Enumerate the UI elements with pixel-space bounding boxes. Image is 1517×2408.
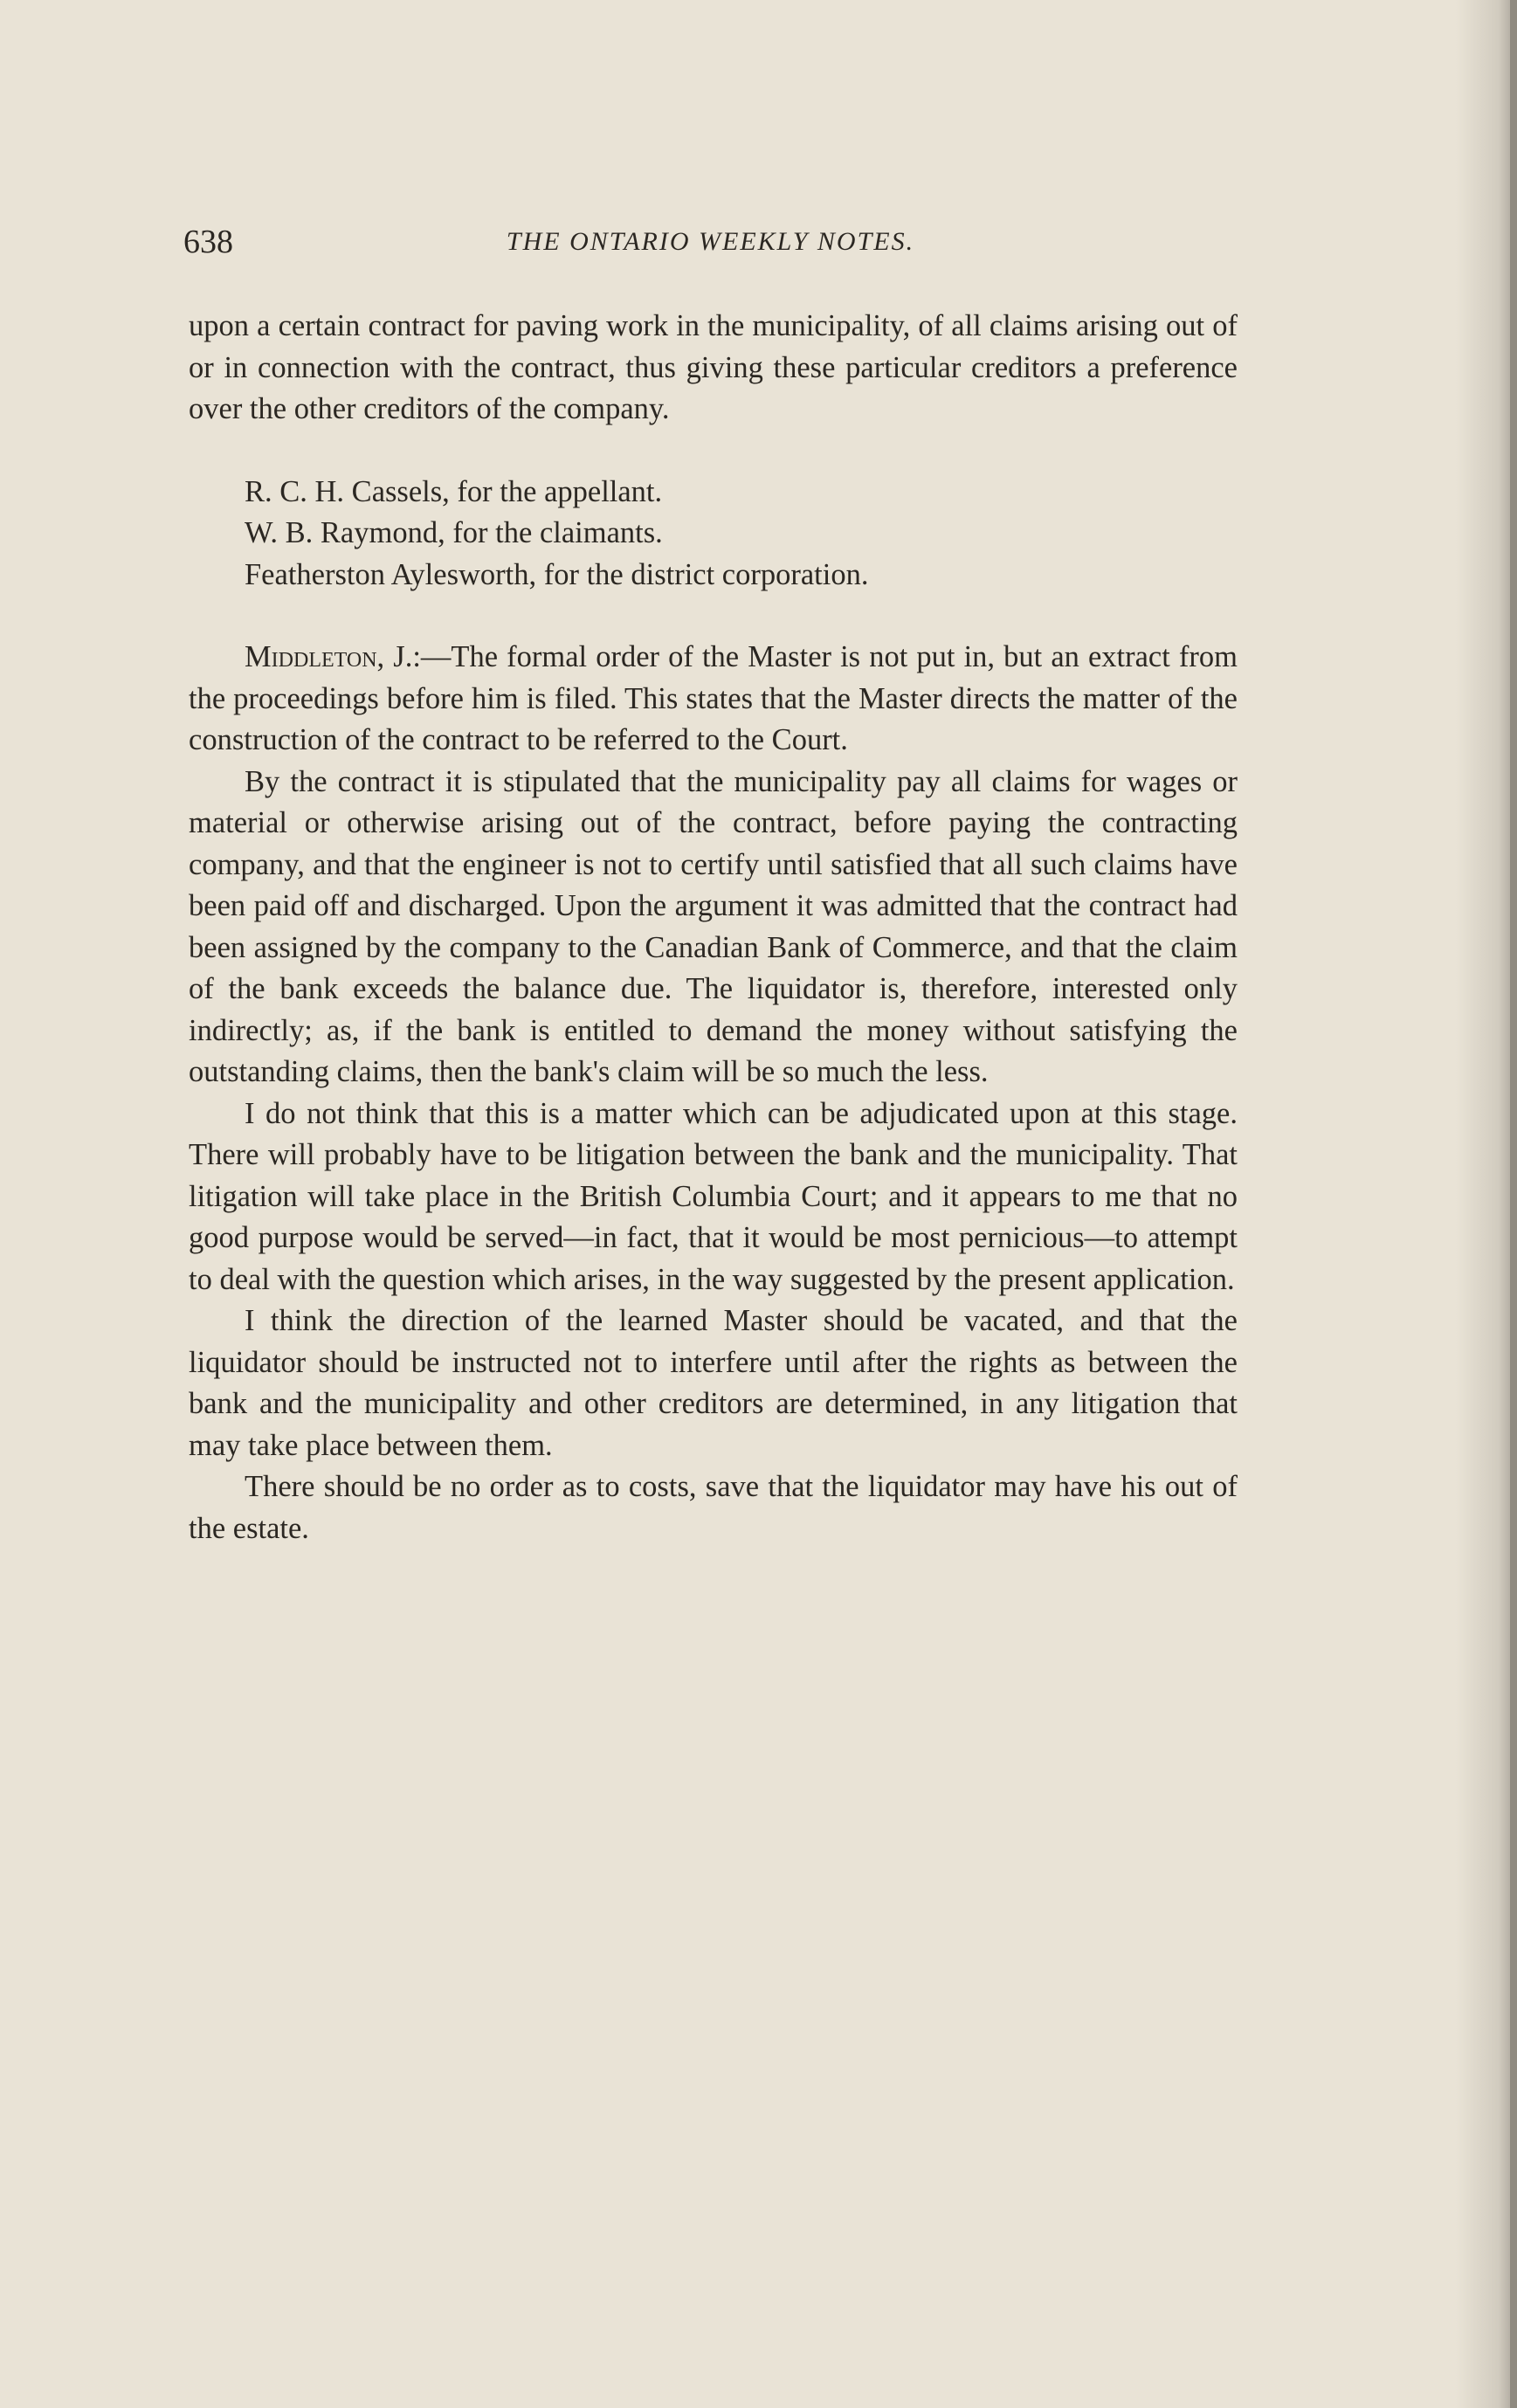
judgment-first-paragraph — [189, 637, 1238, 762]
judgment-paragraph: I think the direction of the learned Master should be vacated, and that the liquidator should be instructed not to interfere until after the rights as between the bank and the municipality and other creditors are determined, in any litigation that may take place between them. — [189, 1304, 1238, 1462]
judgment-paragraph: By the contract it is stipulated that the municipality pay all claims for wages or material or otherwise arising out of the contract, before paying the contracting company, and that the engineer is not to certify until satisfied that all such claims have been paid off and discharged. Upon the argument it was admitted that the contract had been assigned by the company to the Canadian Bank of Commerce, and that the claim of the bank exceeds the balance due. The liquidator is, therefore, interested only indirectly; as, if the bank is entitled to demand the money without satisfying the outstanding claims, then the bank's claim will be so much the less. — [189, 764, 1238, 1088]
opening-paragraph: upon a certain contract for paving work in the municipality, of all claims arising out of or in connection with the contract, thus giving these particular creditors a preference over the other creditors of the company. — [189, 309, 1238, 425]
page-body — [189, 306, 1238, 1549]
page-gutter-shadow — [1456, 0, 1517, 2408]
page-edge — [1510, 0, 1517, 2408]
judgment-paragraph: There should be no order as to costs, save that the liquidator may have his out of the estate. — [189, 1470, 1238, 1545]
judge-name: Middleton, J. — [245, 640, 413, 673]
running-title: THE ONTARIO WEEKLY NOTES. — [506, 227, 915, 256]
judge-intro-separator: :— — [412, 640, 452, 673]
counsel-line: W. B. Raymond, for the claimants. — [245, 516, 663, 549]
page-number: 638 — [183, 224, 233, 260]
counsel-line: R. C. H. Cassels, for the appellant. — [245, 474, 663, 508]
counsel-list — [189, 472, 1238, 597]
judgment-paragraph: I do not think that this is a matter which can be adjudicated upon at this stage. There will probably have to be litigation between the bank and the municipality. That litigation will take place in the British Columbia Court; and it appears to me that no good purpose would be served—in fact, that it would be most pernicious—to attempt to deal with the question which arises, in the way suggested by the present application. — [189, 1096, 1238, 1296]
page-header — [183, 220, 1238, 264]
counsel-line: Featherston Aylesworth, for the district corporation. — [245, 557, 869, 591]
judgment-first-paragraph-text: The formal order of the Master is not put in, but an extract from the proceedings before him is filed. This states that the Master directs the matter of the construction of the contract to be referred to the Court. — [189, 640, 1238, 756]
